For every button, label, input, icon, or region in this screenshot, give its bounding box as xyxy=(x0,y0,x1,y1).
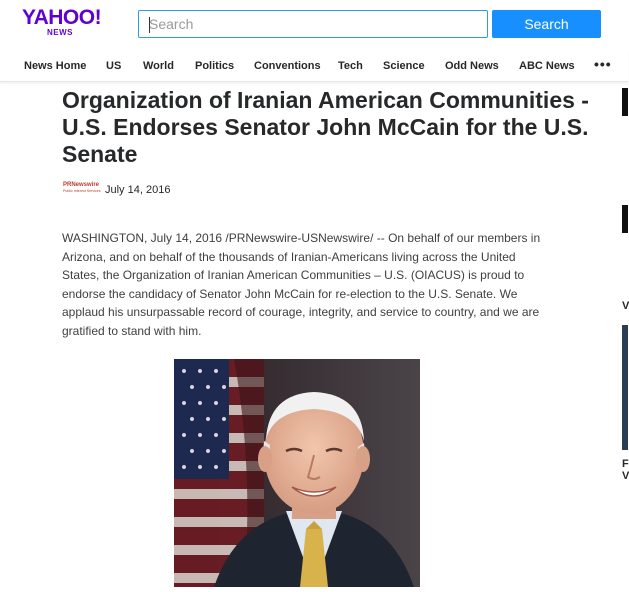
edge-text-fragment: V xyxy=(622,470,629,482)
search-input[interactable] xyxy=(139,11,487,37)
nav-bar xyxy=(0,50,628,82)
text-caret xyxy=(149,17,150,33)
source-logo-tagline: Public Interest Services xyxy=(63,189,101,193)
source-logo-name: PRNewswire xyxy=(63,182,100,188)
article-date: July 14, 2016 xyxy=(105,184,171,196)
search-button[interactable]: Search xyxy=(492,10,601,38)
article-body: WASHINGTON, July 14, 2016 /PRNewswire-USNewswire/ -- On behalf of our members in Arizona, and on behalf of the thousands of Iranian-Americans living across the United States, the Organization of Iranian American Communities – U.S. (OIACUS) is proud to endorse the candidacy of Senator John McCain for re-election to the U.S. Senate. We applaud his unsurpassable record of courage, integrity, and service to country, and we are gratified to stand with him. xyxy=(62,231,541,338)
edge-ad-fragment xyxy=(622,88,628,116)
edge-image-fragment xyxy=(622,325,628,450)
nav-item-science[interactable]: Science xyxy=(383,60,425,72)
article-title: Organization of Iranian American Communities - U.S. Endorses Senator John McCain for the U.S. Senate xyxy=(62,87,589,167)
nav-item-odd-news[interactable]: Odd News xyxy=(445,60,499,72)
nav-item-politics[interactable]: Politics xyxy=(195,60,235,72)
nav-item-conventions[interactable]: Conventions xyxy=(254,60,321,72)
logo-subtitle: NEWS xyxy=(47,28,73,37)
edge-text-fragment: V xyxy=(622,300,629,312)
logo-wordmark: YAHOO! xyxy=(22,6,102,29)
yahoo-news-logo[interactable] xyxy=(22,6,102,38)
prnewswire-logo[interactable] xyxy=(63,182,99,196)
nav-item-us[interactable]: US xyxy=(106,60,122,72)
edge-ad-fragment xyxy=(622,205,628,233)
nav-item-world[interactable]: World xyxy=(143,60,174,72)
nav-item-news-home[interactable]: News Home xyxy=(24,60,87,72)
search-field[interactable] xyxy=(138,10,488,38)
header xyxy=(0,0,628,48)
nav-item-tech[interactable]: Tech xyxy=(338,60,363,72)
more-menu-icon[interactable]: ••• xyxy=(594,56,612,72)
article-photo xyxy=(174,359,420,587)
edge-text-fragment: F xyxy=(622,458,629,470)
nav-item-abc-news[interactable]: ABC News xyxy=(519,60,575,72)
